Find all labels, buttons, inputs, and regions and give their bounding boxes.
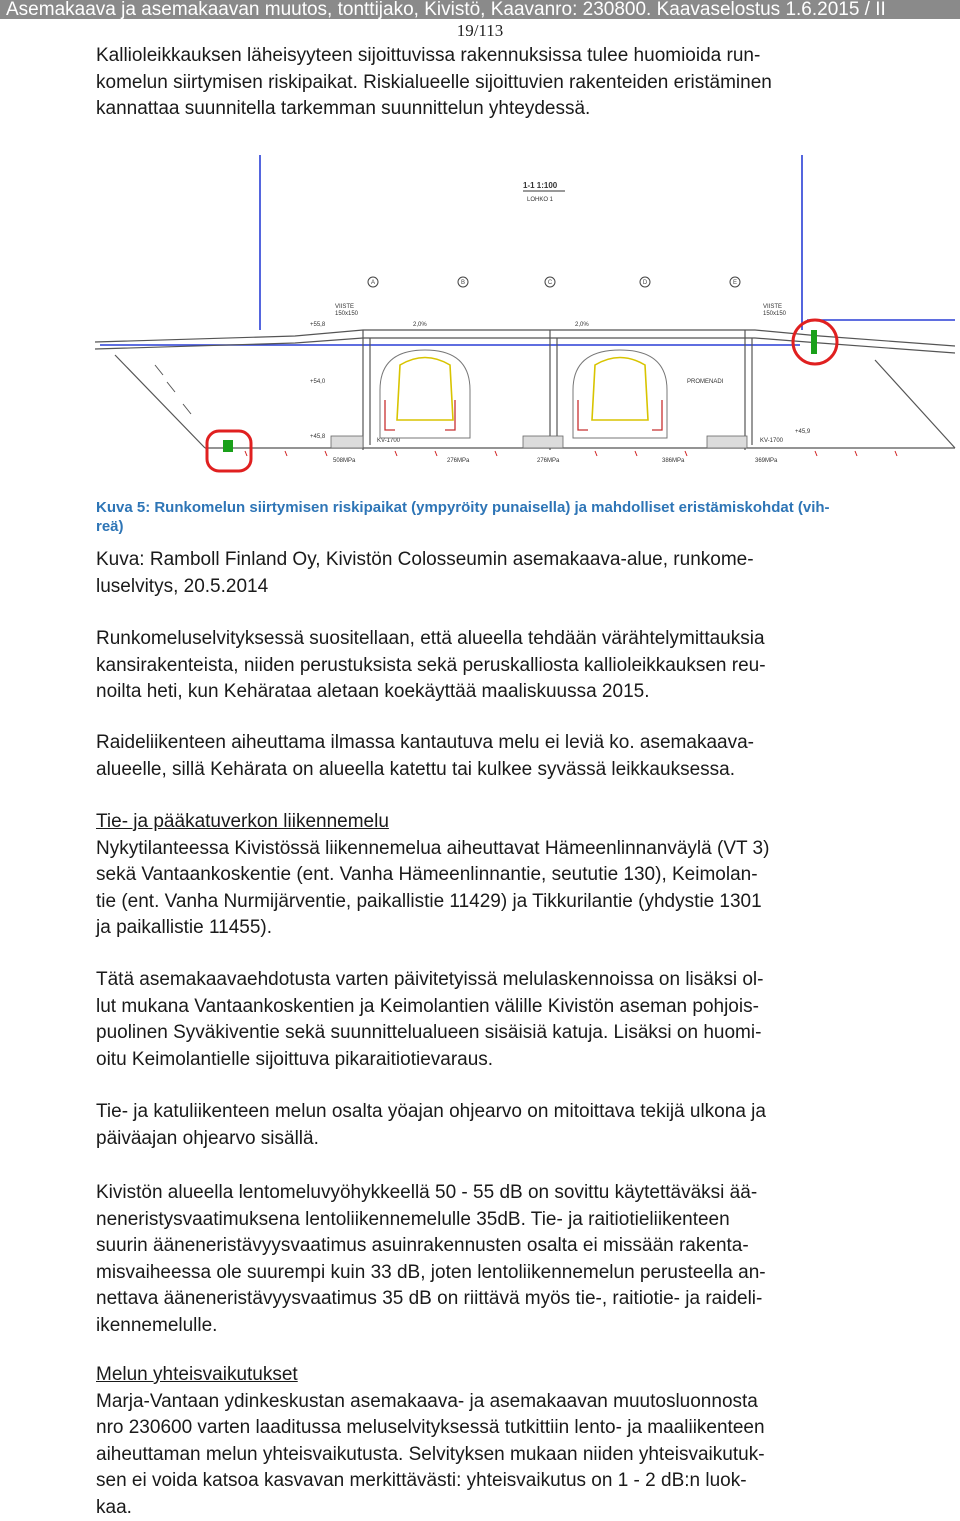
text-line: suurin ääneneristävyysvaatimus asuinrakennusten osalta ei missään rakenta- [96,1233,916,1260]
text-line: komelun siirtymisen riskipaikat. Riskialueelle sijoittuvien rakenteiden eristäminen [96,70,916,97]
tunnel-tube-left [380,350,470,438]
slope-label: 2,0% [575,322,589,328]
column-label: E [733,280,737,286]
text-line: misvaiheessa ole suurempi kuin 33 dB, joten lentoliikennemelun perusteella an- [96,1260,916,1287]
vehicle-outline [592,358,648,421]
paragraph-lentomelu [96,1180,916,1339]
text-line: Kallioleikkauksen läheisyyteen sijoittuvissa rakennuksissa tulee huomioida run- [96,43,916,70]
section-heading: Melun yhteisvaikutukset [96,1362,916,1389]
column-label: C [548,280,553,286]
pressure-label: 276MPa [537,458,560,464]
section-heading: Tie- ja pääkatuverkon liikennemelu [96,809,916,836]
running-header [0,0,960,19]
column-label: B [461,280,465,286]
text-line: ja paikallistie 11455). [96,915,916,942]
kv-label: KV-1700 [377,438,401,444]
column-markers [368,277,740,287]
pressure-label: 508MPa [333,458,356,464]
text-line: neneristysvaatimuksena lentoliikennemelulle 35dB. Tie- ja raitiotieliikenteen [96,1207,916,1234]
tunnel-tube-right [573,350,667,438]
paragraph-ohjearvo [96,1099,916,1152]
text-line: Marja-Vantaan ydinkeskustan asemakaava- ja asemakaavan muutosluonnosta [96,1389,916,1416]
paragraph-melulaskennat [96,967,916,1073]
paragraph-raideliikenne [96,730,916,783]
text-line: Tie- ja katuliikenteen melun osalta yöajan ohjearvo on mitoittava tekijä ulkona ja [96,1099,916,1126]
pressure-label: 276MPa [447,458,470,464]
text-line: kannattaa suunnitella tarkemman suunnittelun yhteydessä. [96,96,916,123]
text-line: Raideliikenteen aiheuttama ilmassa kantautuva melu ei leviä ko. asemakaava- [96,730,916,757]
column-label: D [643,280,648,286]
slope-label: 2,0% [413,322,427,328]
text-line: Nykytilanteessa Kivistössä liikennemelua aiheuttavat Hämeenlinnanväylä (VT 3) [96,836,916,863]
level-label: +54,0 [310,379,326,385]
level-label: +45,9 [795,429,811,435]
text-line: oitu Keimolantielle sijoittuva pikaraitiotievaraus. [96,1047,916,1074]
column-label: A [371,280,375,286]
figure-caption [96,498,960,536]
text-line: Kuva: Ramboll Finland Oy, Kivistön Colosseumin asemakaava-alue, runkome- [96,547,916,574]
page-number: 19/113 [0,19,960,43]
text-line: päiväajan ohjearvo sisällä. [96,1126,916,1153]
kv-label: KV-1700 [760,438,784,444]
paragraph-yhteisvaikutukset [96,1362,916,1521]
intro-paragraph [96,43,916,123]
viiste-label-right: VIISTE [763,304,782,310]
text-line: Tätä asemakaavaehdotusta varten päivitetyissä melulaskennoissa on lisäksi ol- [96,967,916,994]
text-line: luselvitys, 20.5.2014 [96,574,916,601]
figure-source [96,547,916,600]
level-label: +45,8 [310,434,326,440]
text-line: lut mukana Vantaankoskentien ja Keimolantien välille Kivistön aseman pohjois- [96,994,916,1021]
text-line: aiheuttaman melun yhteisvaikutusta. Selvityksen mukaan niiden yhteisvaikutuk- [96,1442,916,1469]
text-line: tie (ent. Vanha Nurmijärventie, paikallistie 11429) ja Tikkurilantie (yhdystie 1301 [96,889,916,916]
ground-ticks [245,451,897,456]
paragraph-tieliikenne [96,809,916,942]
paragraph-runkomelu [96,626,916,706]
header-text: Asemakaava ja asemakaavan muutos, tonttijako, Kivistö, Kaavanro: 230800. Kaavaselostus 1.6.2015 / II [6,0,886,19]
viiste-label-left: VIISTE [335,304,354,310]
text-line: alueelle, sillä Kehärata on alueella katettu tai kulkee syvässä leikkauksessa. [96,757,916,784]
text-line: nro 230600 varten laaditussa meluselvityksessä tutkittiin lento- ja maaliikenteen [96,1415,916,1442]
cross-section-drawing [95,150,960,480]
pressure-label: 386MPa [662,458,685,464]
text-line: noilta heti, kun Kehärataa aletaan koekäyttää maaliskuussa 2015. [96,679,916,706]
viiste-dim-right: 150x150 [763,311,787,317]
caption-line: Kuva 5: Runkomelun siirtymisen riskipaikat (ympyröity punaisella) ja mahdolliset eristämiskohdat (vih- [96,498,960,517]
text-line: kaa. [96,1495,916,1521]
section-sub: LOHKO 1 [527,197,554,203]
level-label: +55,8 [310,322,326,328]
section-label: 1-1 1:100 [523,181,558,190]
text-line: kansirakenteista, niiden perustuksista sekä peruskalliosta kallioleikkauksen reu- [96,653,916,680]
caption-line: reä) [96,517,960,536]
text-line: sen ei voida katsoa kasvavan merkittävästi: yhteisvaikutus on 1 - 2 dB:n luok- [96,1468,916,1495]
red-utility-lines [385,400,662,430]
pressure-label: 369MPa [755,458,778,464]
text-line: sekä Vantaankoskentie (ent. Vanha Hämeenlinnantie, seututie 130), Keimolan- [96,862,916,889]
text-line: nettava ääneneristävyysvaatimus 35 dB on riittävä myös tie-, raitiotie- ja raideli- [96,1286,916,1313]
text-line: puolinen Syväkiventie sekä suunnittelualueen sisäisiä katuja. Lisäksi on huomi- [96,1020,916,1047]
cut-slope-left [155,365,191,414]
promenadi-label: PROMENADI [687,379,724,385]
text-line: Kivistön alueella lentomeluvyöhykkeellä 50 - 55 dB on sovittu käytettäväksi ää- [96,1180,916,1207]
insulation-mark-left [223,440,233,452]
text-line: ikennemelulle. [96,1313,916,1340]
vehicle-outline [397,358,453,421]
insulation-mark-right [811,330,817,354]
viiste-dim-left: 150x150 [335,311,359,317]
text-line: Runkomeluselvityksessä suositellaan, että alueella tehdään värähtelymittauksia [96,626,916,653]
